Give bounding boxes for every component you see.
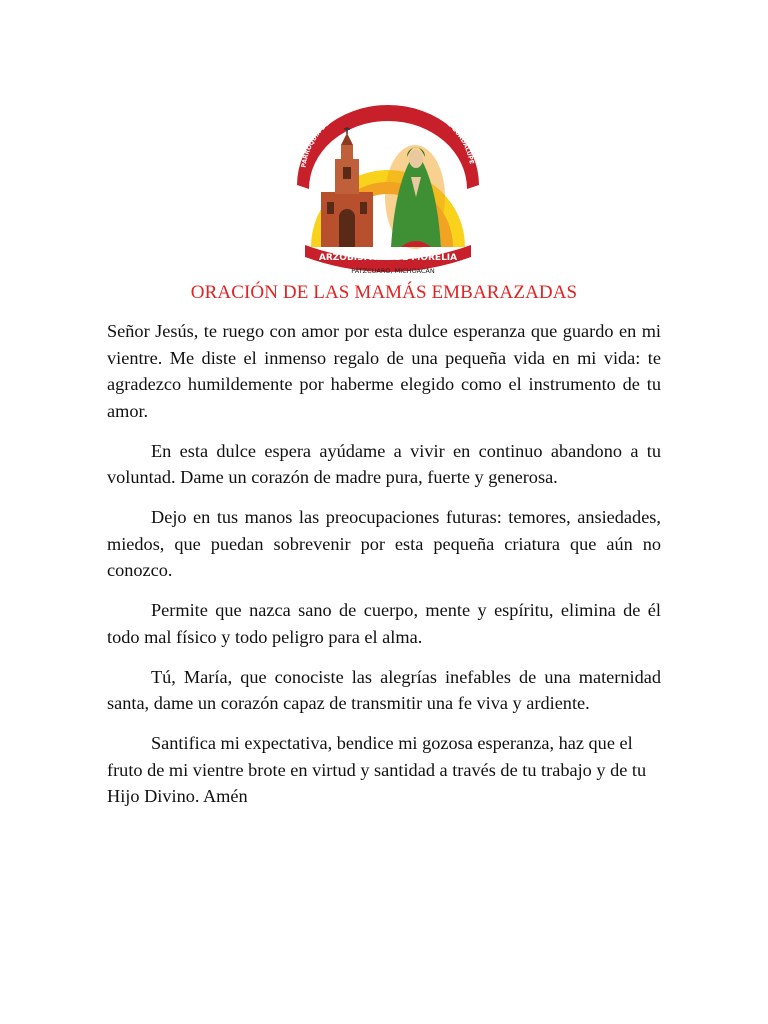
logo-ribbon-text: ARZOBISPADO DE MORELIA: [318, 253, 458, 263]
paragraph-4: Permite que nazca sano de cuerpo, mente y espíritu, elimina de él todo mal físico y todo peligro para el alma.: [107, 600, 661, 647]
logo-location-text: PÁTZCUARO, MICHOACÁN: [351, 267, 435, 275]
document-title: ORACIÓN DE LAS MAMÁS EMBARAZADAS: [190, 282, 578, 303]
paragraph-2: En esta dulce espera ayúdame a vivir en continuo abandono a tu voluntad. Dame un corazón de madre pura, fuerte y generosa.: [107, 440, 661, 487]
paragraph-1: Señor Jesús, te ruego con amor por esta dulce esperanza que guardo en mi vientre. Me diste el inmenso regalo de una pequeña vida en mi vida: te agradezco humildemente por haberme elegido como el instrumento de tu amor.: [107, 321, 661, 421]
paragraph-6: Santifica mi expectativa, bendice mi gozosa esperanza, haz que el fruto de mi vientre brote en virtud y santidad a través de tu trabajo y de tu Hijo Divino. Amén: [107, 733, 647, 806]
logo-arc-text: PARROQUIA DEL SANTUARIO DE NUESTRA SEÑORA DE GUADALUPE: [300, 97, 476, 169]
prayer-body: [107, 318, 661, 823]
paragraph-5: Tú, María, que conociste las alegrías inefables de una maternidad santa, dame un corazón capaz de transmitir una fe viva y ardiente.: [107, 666, 661, 713]
paragraph-3: Dejo en tus manos las preocupaciones futuras: temores, ansiedades, miedos, que puedan sobrevenir por esta pequeña criatura que aún no conozco.: [107, 507, 661, 580]
virgin-of-guadalupe-icon: [385, 145, 445, 249]
parish-logo: [283, 97, 493, 277]
